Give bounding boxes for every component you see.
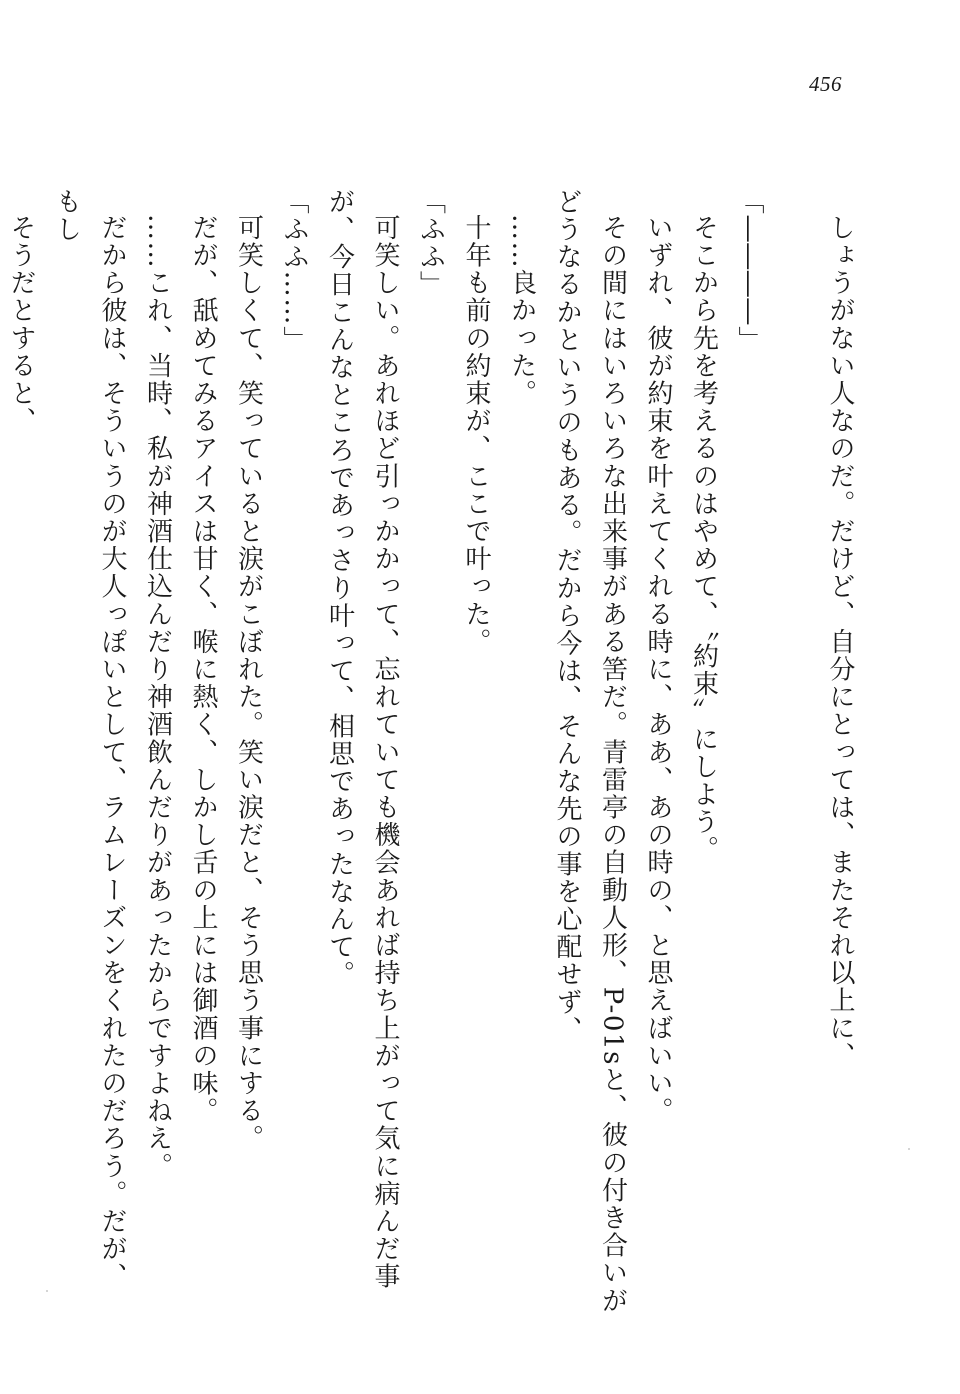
page-number: 456 (809, 72, 842, 96)
paragraph: いずれ、彼が約束を叶えてくれる時に、ああ、あの時の、と思えばいい。 (643, 214, 673, 1125)
dialogue-line: 「ふふ」 (415, 188, 446, 299)
paragraph: ……これ、当時、私が神酒仕込んだり神酒飲んだりがあったからですよねえ。 (142, 214, 173, 1180)
vertical-body-text (6, 188, 862, 1316)
paragraph: 可笑しくて、笑っていると涙がこぼれた。笑い涙だと、そう思う事にする。 (233, 214, 264, 1153)
dialogue-line: 「ふふ……」 (279, 188, 309, 354)
paragraph: その間にはいろいろな出来事がある筈だ。青雷亭の自動人形、P-01sと、彼の付き合いがどうなるかというのもある。だから今は、そんな先の事を心配せず、 (552, 188, 628, 1315)
paper-speck (46, 1290, 48, 1292)
paragraph: そこから先を考えるのはやめて、〝約束〟にしよう。 (688, 214, 719, 864)
paragraph-spacer (771, 188, 817, 1316)
dialogue-line: 「――――」 (734, 188, 764, 354)
paragraph: だが、舐めてみるアイスは甘く、喉に熱く、しかし舌の上には御酒の味。 (188, 214, 218, 1125)
paragraph: そうだとすると、 (6, 214, 36, 435)
paragraph: だから彼は、そういうのが大人っぽいとして、ラムレーズンをくれたのだろう。だが、もし (51, 188, 127, 1291)
paragraph: しょうがない人なのだ。だけど、自分にとっては、またそれ以上に、 (825, 214, 855, 1070)
paragraph: 十年も前の約束が、ここで叶った。 (461, 214, 491, 656)
paragraph: ……良かった。 (506, 214, 537, 408)
paragraph: 可笑しい。あれほど引っかかって、忘れていても機会あれば持ち上がって気に病んだ事が、今日こんなところであっさり叶って、相思であったなんて。 (324, 188, 400, 1291)
paper-speck (908, 1148, 910, 1150)
